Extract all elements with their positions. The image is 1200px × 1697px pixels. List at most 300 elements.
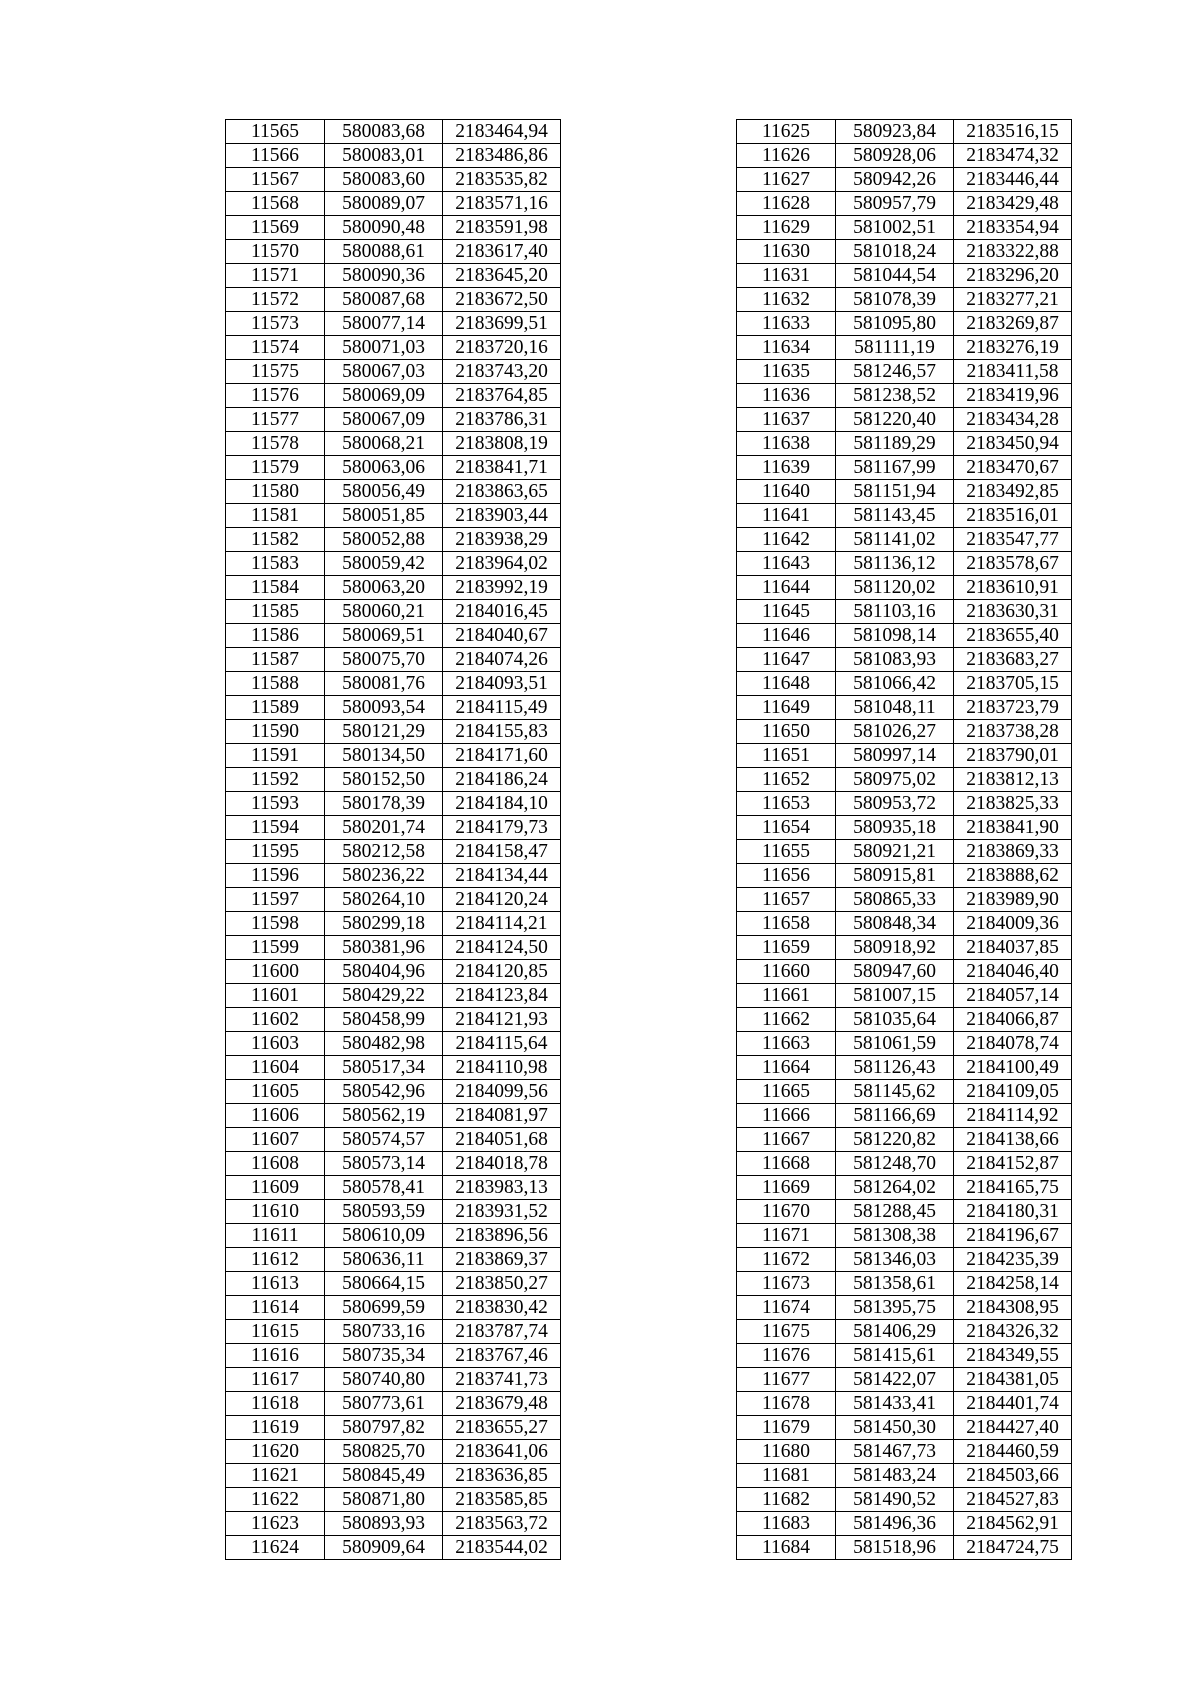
table-row xyxy=(226,1248,561,1272)
point-number-cell: 11590 xyxy=(226,720,325,744)
table-row xyxy=(737,864,1072,888)
x-coordinate-cell: 581406,29 xyxy=(836,1320,954,1344)
y-coordinate-cell: 2183446,44 xyxy=(954,168,1072,192)
x-coordinate-cell: 580201,74 xyxy=(325,816,443,840)
table-row xyxy=(737,312,1072,336)
x-coordinate-cell: 581220,40 xyxy=(836,408,954,432)
y-coordinate-cell: 2184057,14 xyxy=(954,984,1072,1008)
y-coordinate-cell: 2184115,49 xyxy=(443,696,561,720)
point-number-cell: 11635 xyxy=(737,360,836,384)
point-number-cell: 11574 xyxy=(226,336,325,360)
x-coordinate-cell: 580052,88 xyxy=(325,528,443,552)
table-row xyxy=(737,1344,1072,1368)
table-row xyxy=(226,864,561,888)
point-number-cell: 11676 xyxy=(737,1344,836,1368)
point-number-cell: 11616 xyxy=(226,1344,325,1368)
x-coordinate-cell: 580404,96 xyxy=(325,960,443,984)
x-coordinate-cell: 580865,33 xyxy=(836,888,954,912)
point-number-cell: 11579 xyxy=(226,456,325,480)
y-coordinate-cell: 2184115,64 xyxy=(443,1032,561,1056)
point-number-cell: 11627 xyxy=(737,168,836,192)
table-row xyxy=(226,888,561,912)
table-row xyxy=(737,552,1072,576)
point-number-cell: 11578 xyxy=(226,432,325,456)
y-coordinate-cell: 2184051,68 xyxy=(443,1128,561,1152)
y-coordinate-cell: 2184186,24 xyxy=(443,768,561,792)
point-number-cell: 11639 xyxy=(737,456,836,480)
point-number-cell: 11607 xyxy=(226,1128,325,1152)
y-coordinate-cell: 2184093,51 xyxy=(443,672,561,696)
point-number-cell: 11643 xyxy=(737,552,836,576)
point-number-cell: 11614 xyxy=(226,1296,325,1320)
table-row xyxy=(737,792,1072,816)
point-number-cell: 11634 xyxy=(737,336,836,360)
point-number-cell: 11625 xyxy=(737,120,836,144)
x-coordinate-cell: 580578,41 xyxy=(325,1176,443,1200)
x-coordinate-cell: 581248,70 xyxy=(836,1152,954,1176)
point-number-cell: 11675 xyxy=(737,1320,836,1344)
table-row xyxy=(737,936,1072,960)
point-number-cell: 11672 xyxy=(737,1248,836,1272)
table-row xyxy=(226,1464,561,1488)
point-number-cell: 11591 xyxy=(226,744,325,768)
table-row xyxy=(737,1320,1072,1344)
point-number-cell: 11612 xyxy=(226,1248,325,1272)
point-number-cell: 11617 xyxy=(226,1368,325,1392)
x-coordinate-cell: 580542,96 xyxy=(325,1080,443,1104)
point-number-cell: 11570 xyxy=(226,240,325,264)
y-coordinate-cell: 2183720,16 xyxy=(443,336,561,360)
y-coordinate-cell: 2183655,27 xyxy=(443,1416,561,1440)
x-coordinate-cell: 580063,20 xyxy=(325,576,443,600)
point-number-cell: 11615 xyxy=(226,1320,325,1344)
point-number-cell: 11577 xyxy=(226,408,325,432)
x-coordinate-cell: 581167,99 xyxy=(836,456,954,480)
table-row xyxy=(226,264,561,288)
point-number-cell: 11595 xyxy=(226,840,325,864)
x-coordinate-cell: 580083,60 xyxy=(325,168,443,192)
table-row xyxy=(226,456,561,480)
table-row xyxy=(737,480,1072,504)
table-row xyxy=(737,240,1072,264)
x-coordinate-cell: 580573,14 xyxy=(325,1152,443,1176)
point-number-cell: 11658 xyxy=(737,912,836,936)
x-coordinate-cell: 581103,16 xyxy=(836,600,954,624)
table-row xyxy=(737,1248,1072,1272)
x-coordinate-cell: 580067,09 xyxy=(325,408,443,432)
point-number-cell: 11628 xyxy=(737,192,836,216)
point-number-cell: 11613 xyxy=(226,1272,325,1296)
x-coordinate-cell: 581246,57 xyxy=(836,360,954,384)
x-coordinate-cell: 580090,36 xyxy=(325,264,443,288)
point-number-cell: 11611 xyxy=(226,1224,325,1248)
x-coordinate-cell: 581095,80 xyxy=(836,312,954,336)
x-coordinate-cell: 580069,51 xyxy=(325,624,443,648)
x-coordinate-cell: 581078,39 xyxy=(836,288,954,312)
point-number-cell: 11604 xyxy=(226,1056,325,1080)
y-coordinate-cell: 2183563,72 xyxy=(443,1512,561,1536)
point-number-cell: 11587 xyxy=(226,648,325,672)
point-number-cell: 11624 xyxy=(226,1536,325,1560)
y-coordinate-cell: 2184046,40 xyxy=(954,960,1072,984)
point-number-cell: 11680 xyxy=(737,1440,836,1464)
y-coordinate-cell: 2184308,95 xyxy=(954,1296,1072,1320)
table-row xyxy=(226,360,561,384)
x-coordinate-cell: 580067,03 xyxy=(325,360,443,384)
y-coordinate-cell: 2183585,85 xyxy=(443,1488,561,1512)
table-row xyxy=(226,576,561,600)
point-number-cell: 11653 xyxy=(737,792,836,816)
point-number-cell: 11644 xyxy=(737,576,836,600)
y-coordinate-cell: 2183630,31 xyxy=(954,600,1072,624)
table-row xyxy=(737,1032,1072,1056)
x-coordinate-cell: 580056,49 xyxy=(325,480,443,504)
point-number-cell: 11593 xyxy=(226,792,325,816)
point-number-cell: 11610 xyxy=(226,1200,325,1224)
point-number-cell: 11586 xyxy=(226,624,325,648)
table-row xyxy=(226,1392,561,1416)
table-row xyxy=(226,168,561,192)
table-row xyxy=(737,1080,1072,1104)
y-coordinate-cell: 2184099,56 xyxy=(443,1080,561,1104)
y-coordinate-cell: 2183610,91 xyxy=(954,576,1072,600)
y-coordinate-cell: 2184134,44 xyxy=(443,864,561,888)
table-row xyxy=(226,672,561,696)
point-number-cell: 11581 xyxy=(226,504,325,528)
point-number-cell: 11678 xyxy=(737,1392,836,1416)
table-row xyxy=(226,816,561,840)
point-number-cell: 11600 xyxy=(226,960,325,984)
x-coordinate-cell: 581048,11 xyxy=(836,696,954,720)
x-coordinate-cell: 581483,24 xyxy=(836,1464,954,1488)
x-coordinate-cell: 580909,64 xyxy=(325,1536,443,1560)
y-coordinate-cell: 2183896,56 xyxy=(443,1224,561,1248)
table-row xyxy=(226,1368,561,1392)
x-coordinate-cell: 581061,59 xyxy=(836,1032,954,1056)
table-row xyxy=(737,504,1072,528)
x-coordinate-cell: 580482,98 xyxy=(325,1032,443,1056)
point-number-cell: 11665 xyxy=(737,1080,836,1104)
point-number-cell: 11670 xyxy=(737,1200,836,1224)
point-number-cell: 11576 xyxy=(226,384,325,408)
table-row xyxy=(737,1056,1072,1080)
point-number-cell: 11609 xyxy=(226,1176,325,1200)
y-coordinate-cell: 2184152,87 xyxy=(954,1152,1072,1176)
table-row xyxy=(737,1128,1072,1152)
table-row xyxy=(737,120,1072,144)
y-coordinate-cell: 2184078,74 xyxy=(954,1032,1072,1056)
x-coordinate-cell: 580075,70 xyxy=(325,648,443,672)
table-row xyxy=(737,456,1072,480)
table-row xyxy=(226,408,561,432)
table-row xyxy=(737,1272,1072,1296)
point-number-cell: 11594 xyxy=(226,816,325,840)
x-coordinate-cell: 580299,18 xyxy=(325,912,443,936)
x-coordinate-cell: 581490,52 xyxy=(836,1488,954,1512)
x-coordinate-cell: 580664,15 xyxy=(325,1272,443,1296)
y-coordinate-cell: 2184120,24 xyxy=(443,888,561,912)
table-row xyxy=(226,1176,561,1200)
point-number-cell: 11681 xyxy=(737,1464,836,1488)
x-coordinate-cell: 580083,01 xyxy=(325,144,443,168)
y-coordinate-cell: 2183276,19 xyxy=(954,336,1072,360)
x-coordinate-cell: 581288,45 xyxy=(836,1200,954,1224)
table-row xyxy=(226,912,561,936)
y-coordinate-cell: 2183492,85 xyxy=(954,480,1072,504)
x-coordinate-cell: 581026,27 xyxy=(836,720,954,744)
x-coordinate-cell: 580915,81 xyxy=(836,864,954,888)
y-coordinate-cell: 2183419,96 xyxy=(954,384,1072,408)
table-body xyxy=(737,120,1072,1560)
y-coordinate-cell: 2184460,59 xyxy=(954,1440,1072,1464)
table-row xyxy=(226,768,561,792)
x-coordinate-cell: 580740,80 xyxy=(325,1368,443,1392)
point-number-cell: 11664 xyxy=(737,1056,836,1080)
x-coordinate-cell: 580942,26 xyxy=(836,168,954,192)
point-number-cell: 11657 xyxy=(737,888,836,912)
x-coordinate-cell: 580071,03 xyxy=(325,336,443,360)
point-number-cell: 11684 xyxy=(737,1536,836,1560)
point-number-cell: 11642 xyxy=(737,528,836,552)
y-coordinate-cell: 2183516,15 xyxy=(954,120,1072,144)
x-coordinate-cell: 580636,11 xyxy=(325,1248,443,1272)
point-number-cell: 11585 xyxy=(226,600,325,624)
y-coordinate-cell: 2183989,90 xyxy=(954,888,1072,912)
y-coordinate-cell: 2183812,13 xyxy=(954,768,1072,792)
table-row xyxy=(226,1152,561,1176)
point-number-cell: 11568 xyxy=(226,192,325,216)
table-row xyxy=(226,696,561,720)
point-number-cell: 11569 xyxy=(226,216,325,240)
y-coordinate-cell: 2184503,66 xyxy=(954,1464,1072,1488)
x-coordinate-cell: 580090,48 xyxy=(325,216,443,240)
point-number-cell: 11618 xyxy=(226,1392,325,1416)
point-number-cell: 11571 xyxy=(226,264,325,288)
table-row xyxy=(737,336,1072,360)
y-coordinate-cell: 2183869,37 xyxy=(443,1248,561,1272)
x-coordinate-cell: 580083,68 xyxy=(325,120,443,144)
x-coordinate-cell: 581136,12 xyxy=(836,552,954,576)
table-row xyxy=(226,1440,561,1464)
y-coordinate-cell: 2183830,42 xyxy=(443,1296,561,1320)
x-coordinate-cell: 580093,54 xyxy=(325,696,443,720)
x-coordinate-cell: 581189,29 xyxy=(836,432,954,456)
x-coordinate-cell: 580918,92 xyxy=(836,936,954,960)
y-coordinate-cell: 2183450,94 xyxy=(954,432,1072,456)
y-coordinate-cell: 2183841,90 xyxy=(954,816,1072,840)
table-row xyxy=(737,1464,1072,1488)
y-coordinate-cell: 2183672,50 xyxy=(443,288,561,312)
point-number-cell: 11592 xyxy=(226,768,325,792)
y-coordinate-cell: 2184081,97 xyxy=(443,1104,561,1128)
table-row xyxy=(737,1224,1072,1248)
table-row xyxy=(737,360,1072,384)
point-number-cell: 11601 xyxy=(226,984,325,1008)
y-coordinate-cell: 2183277,21 xyxy=(954,288,1072,312)
table-row xyxy=(737,1416,1072,1440)
point-number-cell: 11649 xyxy=(737,696,836,720)
x-coordinate-cell: 581066,42 xyxy=(836,672,954,696)
table-row xyxy=(226,144,561,168)
y-coordinate-cell: 2183354,94 xyxy=(954,216,1072,240)
y-coordinate-cell: 2184326,32 xyxy=(954,1320,1072,1344)
table-row xyxy=(226,1512,561,1536)
table-row xyxy=(737,576,1072,600)
y-coordinate-cell: 2183591,98 xyxy=(443,216,561,240)
table-row xyxy=(226,792,561,816)
point-number-cell: 11641 xyxy=(737,504,836,528)
y-coordinate-cell: 2183269,87 xyxy=(954,312,1072,336)
x-coordinate-cell: 580077,14 xyxy=(325,312,443,336)
point-number-cell: 11599 xyxy=(226,936,325,960)
point-number-cell: 11666 xyxy=(737,1104,836,1128)
table-row xyxy=(737,1512,1072,1536)
point-number-cell: 11636 xyxy=(737,384,836,408)
x-coordinate-cell: 580997,14 xyxy=(836,744,954,768)
y-coordinate-cell: 2184120,85 xyxy=(443,960,561,984)
point-number-cell: 11650 xyxy=(737,720,836,744)
table-row xyxy=(737,696,1072,720)
point-number-cell: 11597 xyxy=(226,888,325,912)
table-row xyxy=(737,1488,1072,1512)
x-coordinate-cell: 580517,34 xyxy=(325,1056,443,1080)
y-coordinate-cell: 2183787,74 xyxy=(443,1320,561,1344)
point-number-cell: 11629 xyxy=(737,216,836,240)
table-row xyxy=(737,264,1072,288)
y-coordinate-cell: 2184074,26 xyxy=(443,648,561,672)
point-number-cell: 11660 xyxy=(737,960,836,984)
y-coordinate-cell: 2183931,52 xyxy=(443,1200,561,1224)
point-number-cell: 11669 xyxy=(737,1176,836,1200)
x-coordinate-cell: 580429,22 xyxy=(325,984,443,1008)
point-number-cell: 11573 xyxy=(226,312,325,336)
table-row xyxy=(226,288,561,312)
table-row xyxy=(737,528,1072,552)
point-number-cell: 11662 xyxy=(737,1008,836,1032)
table-row xyxy=(737,384,1072,408)
y-coordinate-cell: 2183903,44 xyxy=(443,504,561,528)
y-coordinate-cell: 2184171,60 xyxy=(443,744,561,768)
x-coordinate-cell: 581422,07 xyxy=(836,1368,954,1392)
table-row xyxy=(737,984,1072,1008)
point-number-cell: 11567 xyxy=(226,168,325,192)
y-coordinate-cell: 2183486,86 xyxy=(443,144,561,168)
table-row xyxy=(226,600,561,624)
y-coordinate-cell: 2183636,85 xyxy=(443,1464,561,1488)
y-coordinate-cell: 2184066,87 xyxy=(954,1008,1072,1032)
x-coordinate-cell: 580735,34 xyxy=(325,1344,443,1368)
point-number-cell: 11623 xyxy=(226,1512,325,1536)
table-row xyxy=(737,216,1072,240)
y-coordinate-cell: 2183850,27 xyxy=(443,1272,561,1296)
table-row xyxy=(737,1392,1072,1416)
point-number-cell: 11651 xyxy=(737,744,836,768)
y-coordinate-cell: 2183683,27 xyxy=(954,648,1072,672)
table-row xyxy=(226,1032,561,1056)
y-coordinate-cell: 2183578,67 xyxy=(954,552,1072,576)
y-coordinate-cell: 2183516,01 xyxy=(954,504,1072,528)
x-coordinate-cell: 580081,76 xyxy=(325,672,443,696)
table-row xyxy=(226,936,561,960)
x-coordinate-cell: 581126,43 xyxy=(836,1056,954,1080)
y-coordinate-cell: 2184427,40 xyxy=(954,1416,1072,1440)
table-row xyxy=(737,168,1072,192)
point-number-cell: 11596 xyxy=(226,864,325,888)
y-coordinate-cell: 2184009,36 xyxy=(954,912,1072,936)
y-coordinate-cell: 2183869,33 xyxy=(954,840,1072,864)
x-coordinate-cell: 580458,99 xyxy=(325,1008,443,1032)
table-row xyxy=(737,912,1072,936)
x-coordinate-cell: 580574,57 xyxy=(325,1128,443,1152)
y-coordinate-cell: 2183645,20 xyxy=(443,264,561,288)
y-coordinate-cell: 2184401,74 xyxy=(954,1392,1072,1416)
x-coordinate-cell: 580178,39 xyxy=(325,792,443,816)
table-row xyxy=(226,1272,561,1296)
table-row xyxy=(226,1080,561,1104)
y-coordinate-cell: 2184180,31 xyxy=(954,1200,1072,1224)
x-coordinate-cell: 581145,62 xyxy=(836,1080,954,1104)
y-coordinate-cell: 2184179,73 xyxy=(443,816,561,840)
y-coordinate-cell: 2183992,19 xyxy=(443,576,561,600)
point-number-cell: 11619 xyxy=(226,1416,325,1440)
point-number-cell: 11683 xyxy=(737,1512,836,1536)
table-row xyxy=(226,1536,561,1560)
table-row xyxy=(226,384,561,408)
point-number-cell: 11583 xyxy=(226,552,325,576)
x-coordinate-cell: 580121,29 xyxy=(325,720,443,744)
y-coordinate-cell: 2183888,62 xyxy=(954,864,1072,888)
x-coordinate-cell: 581395,75 xyxy=(836,1296,954,1320)
y-coordinate-cell: 2184124,50 xyxy=(443,936,561,960)
table-row xyxy=(226,336,561,360)
y-coordinate-cell: 2184109,05 xyxy=(954,1080,1072,1104)
point-number-cell: 11663 xyxy=(737,1032,836,1056)
point-number-cell: 11575 xyxy=(226,360,325,384)
x-coordinate-cell: 580059,42 xyxy=(325,552,443,576)
point-number-cell: 11565 xyxy=(226,120,325,144)
table-row xyxy=(226,192,561,216)
y-coordinate-cell: 2183617,40 xyxy=(443,240,561,264)
point-number-cell: 11588 xyxy=(226,672,325,696)
y-coordinate-cell: 2184158,47 xyxy=(443,840,561,864)
x-coordinate-cell: 581120,02 xyxy=(836,576,954,600)
x-coordinate-cell: 580923,84 xyxy=(836,120,954,144)
x-coordinate-cell: 580848,34 xyxy=(836,912,954,936)
table-row xyxy=(226,960,561,984)
x-coordinate-cell: 580069,09 xyxy=(325,384,443,408)
y-coordinate-cell: 2184235,39 xyxy=(954,1248,1072,1272)
x-coordinate-cell: 581346,03 xyxy=(836,1248,954,1272)
x-coordinate-cell: 580068,21 xyxy=(325,432,443,456)
y-coordinate-cell: 2184258,14 xyxy=(954,1272,1072,1296)
x-coordinate-cell: 581433,41 xyxy=(836,1392,954,1416)
x-coordinate-cell: 580562,19 xyxy=(325,1104,443,1128)
point-number-cell: 11674 xyxy=(737,1296,836,1320)
table-row xyxy=(226,120,561,144)
table-body xyxy=(226,120,561,1560)
table-row xyxy=(737,192,1072,216)
y-coordinate-cell: 2183535,82 xyxy=(443,168,561,192)
y-coordinate-cell: 2184123,84 xyxy=(443,984,561,1008)
x-coordinate-cell: 580051,85 xyxy=(325,504,443,528)
y-coordinate-cell: 2183411,58 xyxy=(954,360,1072,384)
table-row xyxy=(226,840,561,864)
table-row xyxy=(737,432,1072,456)
y-coordinate-cell: 2184121,93 xyxy=(443,1008,561,1032)
point-number-cell: 11620 xyxy=(226,1440,325,1464)
table-row xyxy=(226,1008,561,1032)
y-coordinate-cell: 2184184,10 xyxy=(443,792,561,816)
